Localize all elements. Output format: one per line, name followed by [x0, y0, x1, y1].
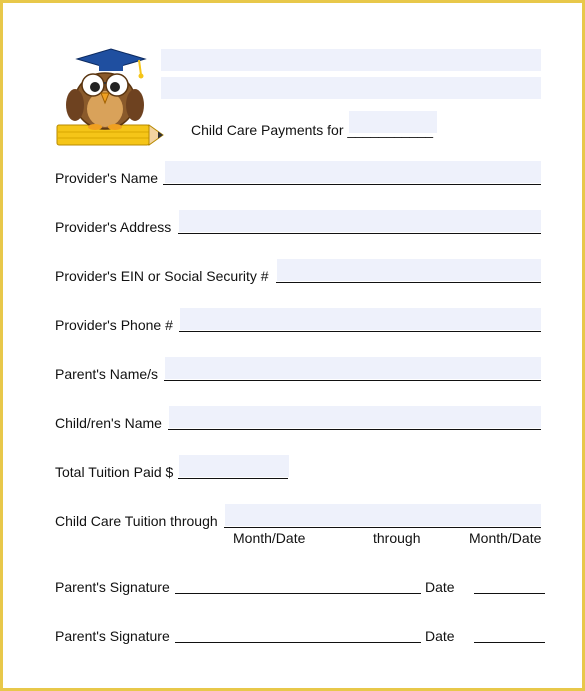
provider-name-input[interactable]: [165, 161, 541, 183]
tuition-paid-line: [178, 478, 288, 479]
tuition-paid-input[interactable]: [179, 455, 289, 477]
children-name-label: Child/ren's Name: [55, 415, 162, 431]
provider-ein-input[interactable]: [277, 259, 541, 281]
header-bg-2: [161, 77, 541, 99]
date-label-1: Date: [425, 579, 455, 595]
date-label-2: Date: [425, 628, 455, 644]
provider-ein-label: Provider's EIN or Social Security #: [55, 268, 269, 284]
month-date-label-1: Month/Date: [233, 530, 306, 546]
provider-phone-line: [179, 331, 541, 332]
provider-phone-input[interactable]: [180, 308, 541, 330]
through-label: through: [373, 530, 421, 546]
provider-address-line: [178, 233, 541, 234]
signature-line-2[interactable]: [175, 642, 421, 643]
tuition-through-input[interactable]: [225, 504, 541, 526]
parent-names-label: Parent's Name/s: [55, 366, 159, 382]
signature-label-1: Parent's Signature: [55, 579, 170, 595]
header-bg-1: [161, 49, 541, 71]
provider-name-line: [163, 184, 541, 185]
provider-address-input[interactable]: [179, 210, 541, 232]
provider-address-label: Provider's Address: [55, 219, 172, 235]
provider-phone-label: Provider's Phone #: [55, 317, 173, 333]
date-line-1[interactable]: [474, 593, 545, 594]
tuition-through-label: Child Care Tuition through: [55, 513, 218, 529]
tuition-through-line: [224, 527, 541, 528]
parent-names-input[interactable]: [165, 357, 541, 379]
signature-label-2: Parent's Signature: [55, 628, 170, 644]
provider-name-label: Provider's Name: [55, 170, 159, 186]
owl-graduate-icon: [55, 45, 165, 153]
provider-ein-line: [276, 282, 541, 283]
children-name-input[interactable]: [169, 406, 541, 428]
form-title: Child Care Payments for ___________: [191, 122, 434, 138]
children-name-line: [168, 429, 541, 430]
month-date-label-2: Month/Date: [469, 530, 542, 546]
parent-names-line: [164, 380, 541, 381]
signature-line-1[interactable]: [175, 593, 421, 594]
tuition-paid-label: Total Tuition Paid $: [55, 464, 174, 480]
date-line-2[interactable]: [474, 642, 545, 643]
